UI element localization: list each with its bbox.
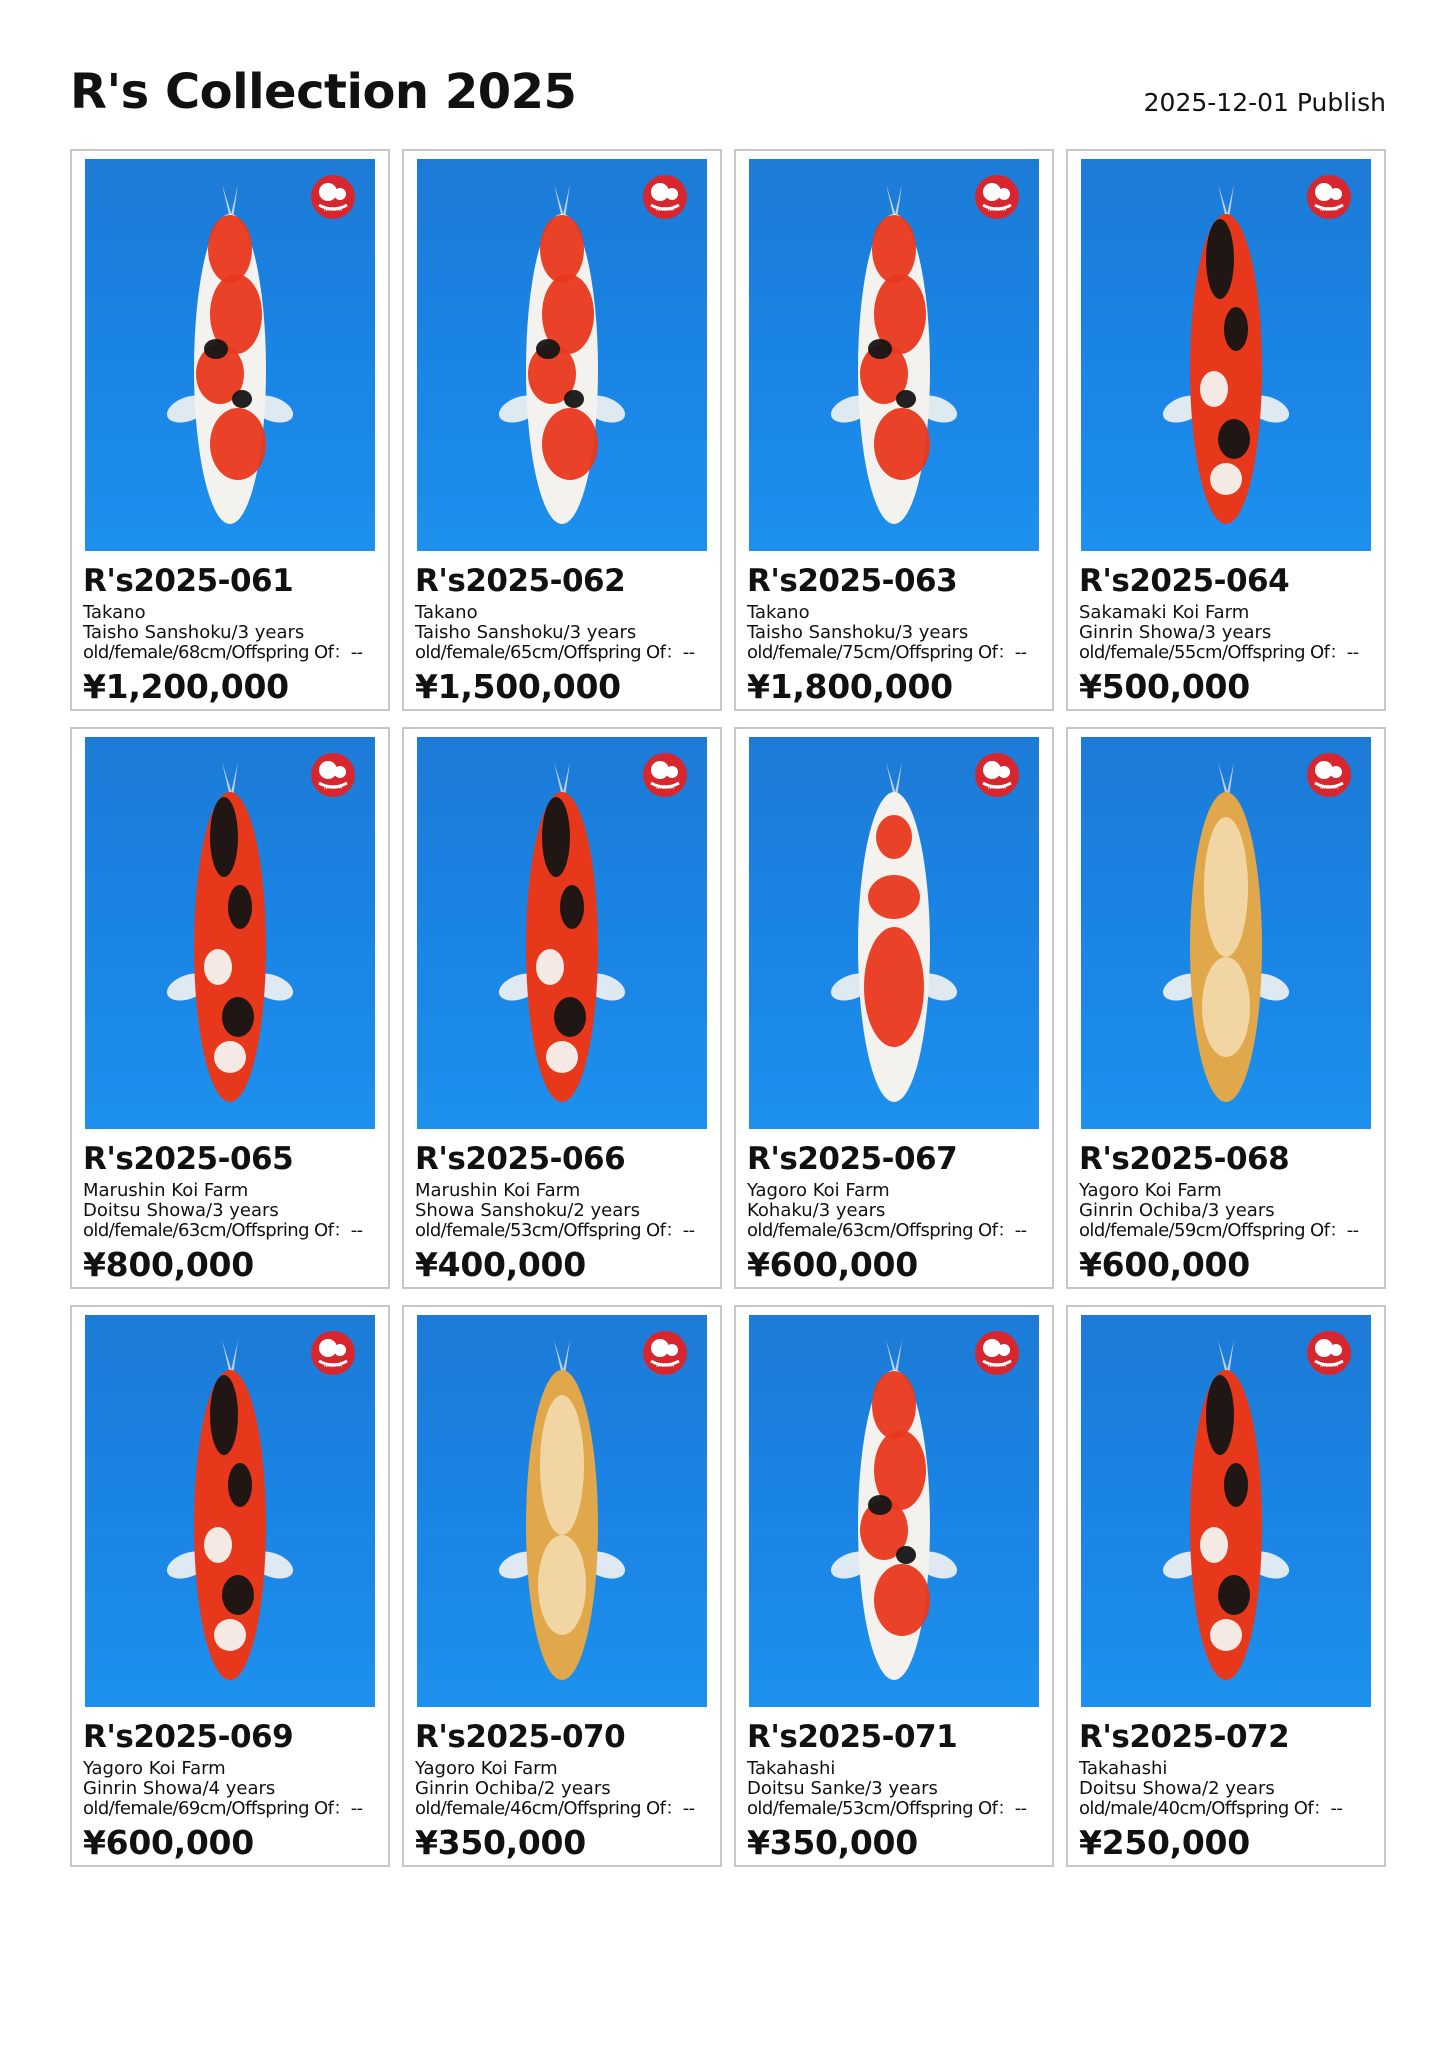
koi-code: R's2025-071 — [747, 1719, 958, 1755]
narita-logo — [311, 175, 355, 219]
koi-illustration — [85, 159, 375, 551]
koi-photo — [417, 159, 707, 551]
koi-breeder: Yagoro Koi Farm — [1079, 1180, 1222, 1201]
koi-price: ¥800,000 — [83, 1245, 254, 1284]
koi-card[interactable] — [1066, 727, 1386, 1289]
svg-text:NARITA: NARITA — [1319, 785, 1339, 791]
svg-text:NARITA: NARITA — [323, 1363, 343, 1369]
koi-details: old/male/40cm/Offspring Of：-- — [1079, 1798, 1343, 1819]
koi-details: old/female/59cm/Offspring Of：-- — [1079, 1220, 1359, 1241]
narita-logo — [643, 1331, 687, 1375]
koi-details: old/female/63cm/Offspring Of：-- — [747, 1220, 1027, 1241]
koi-photo — [85, 1315, 375, 1707]
koi-variety-age: Taisho Sanshoku/3 years — [83, 622, 305, 643]
koi-variety-age: Ginrin Ochiba/3 years — [1079, 1200, 1275, 1221]
koi-card[interactable] — [402, 727, 722, 1289]
koi-details: old/female/69cm/Offspring Of：-- — [83, 1798, 363, 1819]
koi-card[interactable] — [70, 149, 390, 711]
koi-fish — [1159, 762, 1293, 1102]
koi-code: R's2025-063 — [747, 563, 958, 599]
koi-card[interactable] — [402, 1305, 722, 1867]
koi-code: R's2025-068 — [1079, 1141, 1290, 1177]
koi-illustration — [417, 1315, 707, 1707]
narita-logo — [975, 175, 1019, 219]
narita-logo — [311, 1331, 355, 1375]
koi-photo — [749, 737, 1039, 1129]
narita-logo — [643, 753, 687, 797]
koi-details: old/female/53cm/Offspring Of：-- — [415, 1220, 695, 1241]
page-title: R's Collection 2025 — [70, 64, 577, 120]
koi-variety-age: Ginrin Showa/4 years — [83, 1778, 276, 1799]
koi-breeder: Takahashi — [1079, 1758, 1168, 1779]
koi-details: old/female/53cm/Offspring Of：-- — [747, 1798, 1027, 1819]
koi-photo — [85, 159, 375, 551]
koi-illustration — [85, 1315, 375, 1707]
narita-logo — [643, 175, 687, 219]
koi-details: old/female/46cm/Offspring Of：-- — [415, 1798, 695, 1819]
svg-text:NARITA: NARITA — [655, 207, 675, 213]
narita-logo — [1307, 175, 1351, 219]
koi-fish — [163, 1340, 297, 1680]
koi-fish — [1159, 1340, 1293, 1680]
koi-fish — [495, 762, 629, 1102]
koi-fish — [163, 762, 297, 1102]
koi-breeder: Takano — [747, 602, 810, 623]
narita-logo — [975, 753, 1019, 797]
koi-breeder: Takano — [83, 602, 146, 623]
koi-breeder: Yagoro Koi Farm — [415, 1758, 558, 1779]
koi-card[interactable] — [734, 727, 1054, 1289]
koi-price: ¥500,000 — [1079, 667, 1250, 706]
koi-code: R's2025-062 — [415, 563, 626, 599]
narita-logo — [975, 1331, 1019, 1375]
koi-photo — [1081, 1315, 1371, 1707]
koi-variety-age: Kohaku/3 years — [747, 1200, 886, 1221]
koi-card[interactable] — [1066, 149, 1386, 711]
narita-logo — [1307, 1331, 1351, 1375]
koi-fish — [495, 1340, 629, 1680]
koi-code: R's2025-069 — [83, 1719, 294, 1755]
koi-variety-age: Ginrin Ochiba/2 years — [415, 1778, 611, 1799]
koi-code: R's2025-067 — [747, 1141, 958, 1177]
koi-price: ¥600,000 — [1079, 1245, 1250, 1284]
koi-price: ¥600,000 — [83, 1823, 254, 1862]
koi-price: ¥350,000 — [415, 1823, 586, 1862]
svg-text:NARITA: NARITA — [323, 207, 343, 213]
svg-text:NARITA: NARITA — [655, 785, 675, 791]
koi-details: old/female/68cm/Offspring Of：-- — [83, 642, 363, 663]
koi-card[interactable] — [734, 1305, 1054, 1867]
koi-breeder: Takano — [415, 602, 478, 623]
koi-fish — [827, 184, 961, 524]
koi-details: old/female/65cm/Offspring Of：-- — [415, 642, 695, 663]
koi-code: R's2025-065 — [83, 1141, 294, 1177]
koi-photo — [1081, 159, 1371, 551]
koi-fish — [827, 1340, 961, 1680]
koi-details: old/female/75cm/Offspring Of：-- — [747, 642, 1027, 663]
koi-code: R's2025-064 — [1079, 563, 1290, 599]
svg-text:NARITA: NARITA — [1319, 1363, 1339, 1369]
koi-breeder: Marushin Koi Farm — [83, 1180, 249, 1201]
koi-price: ¥1,800,000 — [747, 667, 953, 706]
koi-photo — [1081, 737, 1371, 1129]
narita-logo — [311, 753, 355, 797]
koi-photo — [749, 1315, 1039, 1707]
koi-variety-age: Taisho Sanshoku/3 years — [415, 622, 637, 643]
koi-variety-age: Taisho Sanshoku/3 years — [747, 622, 969, 643]
publish-date: 2025-12-01 Publish — [1143, 88, 1386, 117]
svg-text:NARITA: NARITA — [987, 207, 1007, 213]
koi-photo — [417, 1315, 707, 1707]
koi-fish — [827, 762, 961, 1102]
koi-illustration — [1081, 159, 1371, 551]
koi-price: ¥1,500,000 — [415, 667, 621, 706]
koi-code: R's2025-070 — [415, 1719, 626, 1755]
koi-price: ¥350,000 — [747, 1823, 918, 1862]
koi-illustration — [1081, 737, 1371, 1129]
koi-fish — [495, 184, 629, 524]
koi-breeder: Sakamaki Koi Farm — [1079, 602, 1250, 623]
svg-text:NARITA: NARITA — [323, 785, 343, 791]
koi-breeder: Yagoro Koi Farm — [747, 1180, 890, 1201]
koi-card[interactable] — [734, 149, 1054, 711]
svg-text:NARITA: NARITA — [987, 785, 1007, 791]
koi-illustration — [749, 1315, 1039, 1707]
koi-details: old/female/63cm/Offspring Of：-- — [83, 1220, 363, 1241]
koi-illustration — [417, 737, 707, 1129]
koi-grid — [70, 149, 1386, 1867]
koi-photo — [85, 737, 375, 1129]
koi-photo — [417, 737, 707, 1129]
koi-illustration — [417, 159, 707, 551]
koi-card[interactable] — [1066, 1305, 1386, 1867]
koi-variety-age: Doitsu Showa/3 years — [83, 1200, 279, 1221]
koi-variety-age: Ginrin Showa/3 years — [1079, 622, 1272, 643]
koi-breeder: Marushin Koi Farm — [415, 1180, 581, 1201]
koi-illustration — [1081, 1315, 1371, 1707]
koi-fish — [1159, 184, 1293, 524]
koi-code: R's2025-061 — [83, 563, 294, 599]
narita-logo — [1307, 753, 1351, 797]
koi-code: R's2025-072 — [1079, 1719, 1290, 1755]
koi-details: old/female/55cm/Offspring Of：-- — [1079, 642, 1359, 663]
koi-fish — [163, 184, 297, 524]
koi-variety-age: Doitsu Showa/2 years — [1079, 1778, 1275, 1799]
koi-breeder: Takahashi — [747, 1758, 836, 1779]
koi-card[interactable] — [70, 727, 390, 1289]
koi-price: ¥250,000 — [1079, 1823, 1250, 1862]
koi-illustration — [749, 737, 1039, 1129]
koi-photo — [749, 159, 1039, 551]
svg-text:NARITA: NARITA — [987, 1363, 1007, 1369]
koi-variety-age: Showa Sanshoku/2 years — [415, 1200, 641, 1221]
koi-illustration — [749, 159, 1039, 551]
koi-card[interactable] — [70, 1305, 390, 1867]
svg-text:NARITA: NARITA — [655, 1363, 675, 1369]
koi-variety-age: Doitsu Sanke/3 years — [747, 1778, 938, 1799]
koi-breeder: Yagoro Koi Farm — [83, 1758, 226, 1779]
koi-price: ¥1,200,000 — [83, 667, 289, 706]
svg-text:NARITA: NARITA — [1319, 207, 1339, 213]
koi-illustration — [85, 737, 375, 1129]
koi-price: ¥600,000 — [747, 1245, 918, 1284]
koi-price: ¥400,000 — [415, 1245, 586, 1284]
koi-code: R's2025-066 — [415, 1141, 626, 1177]
koi-card[interactable] — [402, 149, 722, 711]
